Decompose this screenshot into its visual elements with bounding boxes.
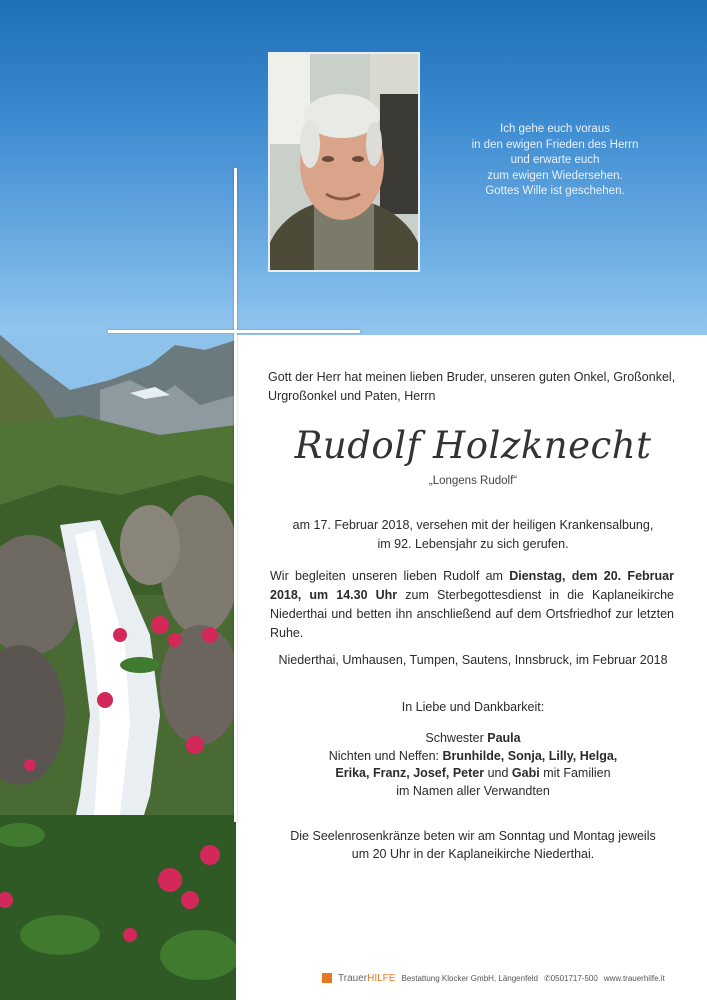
rosary-line: Die Seelenrosenkränze beten wir am Sonntag und Montag jeweils	[290, 829, 656, 843]
footer-phone: ✆0501717-500	[543, 973, 598, 983]
family-label: Nichten und Neffen:	[328, 748, 443, 763]
family-name: Erika, Franz, Josef, Peter	[335, 766, 485, 780]
footer-web[interactable]: www.trauerhilfe.it	[603, 973, 665, 983]
footer-brand	[338, 973, 395, 984]
intro-text: Gott der Herr hat meinen lieben Bruder, unseren guten Onkel, Großonkel, Urgroßonkel und Paten, Herrn	[268, 370, 676, 403]
funeral-text: Wir begleiten unseren lieben Rudolf am	[270, 569, 510, 583]
love-line: In Liebe und Dankbarkeit:	[401, 700, 545, 714]
rosary-line: um 20 Uhr in der Kaplaneikirche Niederthai.	[351, 847, 595, 861]
death-line: am 17. Februar 2018, versehen mit der heiligen Krankensalbung,	[292, 518, 654, 532]
family-label: Schwester	[425, 731, 488, 745]
places-line: Niederthai, Umhausen, Tumpen, Sautens, Innsbruck, im Februar 2018	[278, 653, 668, 667]
deceased-name: Rudolf Holzknecht	[294, 424, 652, 467]
family-name: Gabi	[511, 766, 540, 780]
funeral-text: zum Sterbegottesdienst in die Kaplaneikirche Niederthai und betten ihn anschließend auf dem Ortsfriedhof zur letzten Ruhe.	[270, 588, 675, 640]
portrait-photo	[268, 52, 420, 272]
memorial-quote	[445, 122, 665, 200]
trauerhilfe-logo-icon	[322, 973, 332, 983]
family-sister	[264, 730, 682, 748]
family-name: Paula	[487, 731, 521, 745]
funeral-notice	[270, 567, 674, 643]
brand-part: HILFE	[367, 972, 396, 984]
quote-line: Ich gehe euch voraus	[500, 123, 610, 135]
landscape-image	[0, 335, 236, 1000]
death-notice	[264, 516, 682, 554]
family-text: mit Familien	[539, 766, 611, 780]
family-list	[264, 730, 682, 800]
quote-line: Gottes Wille ist geschehen.	[485, 185, 625, 197]
quote-line: in den ewigen Frieden des Herrn	[471, 138, 639, 151]
family-relatives: im Namen aller Verwandten	[396, 783, 550, 798]
family-text: und	[484, 766, 512, 780]
quote-line: zum ewigen Wiedersehen.	[487, 169, 623, 182]
cross-icon	[234, 168, 237, 822]
quote-line: und erwarte euch	[510, 154, 600, 166]
footer-company: Bestattung Klocker GmbH, Längenfeld	[401, 973, 538, 983]
footer	[322, 970, 702, 986]
cross-icon-bar	[108, 330, 360, 333]
death-line: im 92. Lebensjahr zu sich gerufen.	[377, 537, 569, 551]
family-nieces-cont	[264, 765, 682, 783]
family-nieces	[264, 748, 682, 766]
deceased-nickname: „Longens Rudolf“	[428, 475, 518, 487]
family-name: Brunhilde, Sonja, Lilly, Helga,	[442, 748, 618, 763]
rosary-notice	[264, 827, 682, 863]
brand-part: Trauer	[338, 972, 368, 984]
funeral-date: Dienstag, dem 20. Februar 2018, um 14.30 Uhr	[270, 569, 674, 602]
